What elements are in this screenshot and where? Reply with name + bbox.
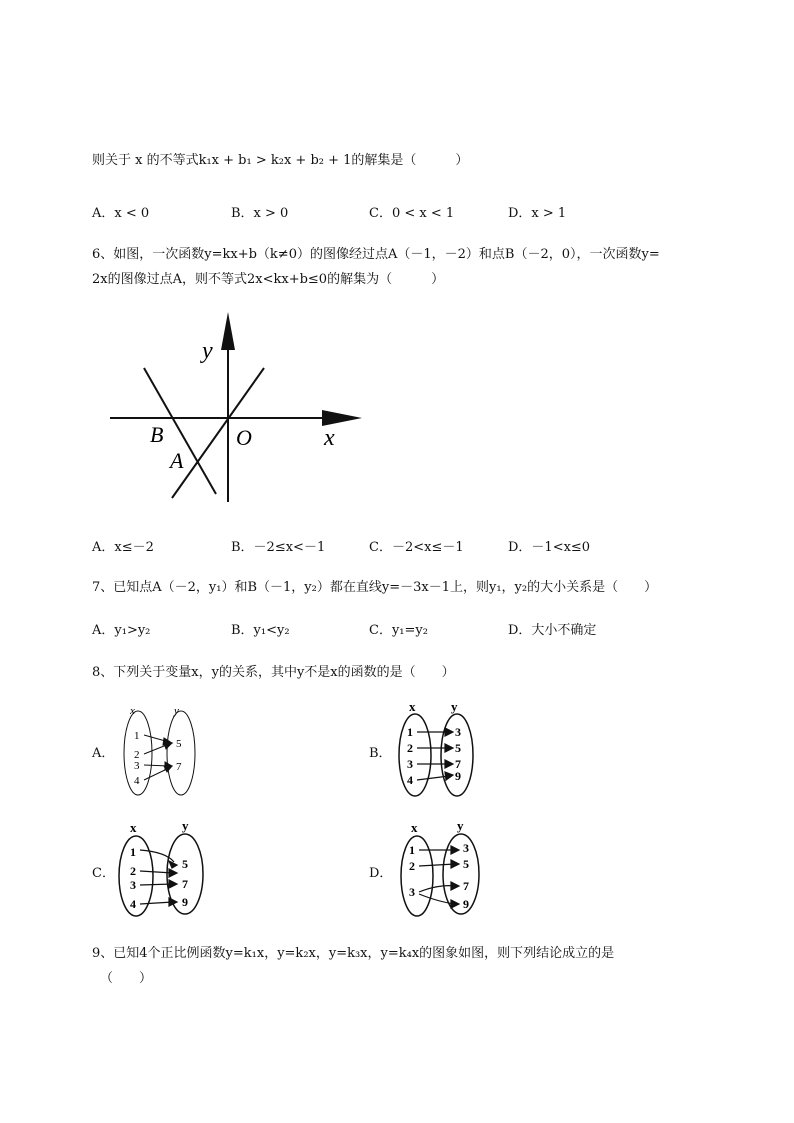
map-a-x-title: x <box>130 705 135 717</box>
q8-option-c-mapping <box>114 818 214 918</box>
q9-stem-line1: 9、已知4个正比例函数y=k₁x，y=k₂x，y=k₃x，y=k₄x的图象如图，则下列结论成立的是 <box>92 946 615 961</box>
svg-text:3: 3 <box>134 760 140 772</box>
svg-text:5: 5 <box>176 738 182 750</box>
q6-option-b: B．－2≤x<－1 <box>231 540 326 555</box>
graph-label-b: B <box>150 422 164 447</box>
q6-option-a: A．x≤－2 <box>92 540 154 555</box>
q5-option-c: C．0 < x < 1 <box>369 206 455 221</box>
svg-text:2: 2 <box>134 749 140 761</box>
q8-option-b-mapping <box>393 700 483 800</box>
svg-text:3: 3 <box>455 725 461 739</box>
x-axis-arrow-icon <box>322 410 362 426</box>
q5-option-d: D．x > 1 <box>508 206 567 221</box>
svg-text:3: 3 <box>407 757 413 771</box>
svg-text:2: 2 <box>409 859 415 873</box>
graph-label-o: O <box>236 425 252 450</box>
q8-stem: 8、下列关于变量x，y的关系，其中y不是x的函数的是（ ） <box>92 665 455 680</box>
q5-option-b: B．x > 0 <box>231 206 289 221</box>
q6-stem-line2: 2x的图像过点A，则不等式2x<kx+b≤0的解集为（ ） <box>92 272 445 287</box>
map-d-x-title: x <box>411 820 418 835</box>
q8-option-c-label: C． <box>92 866 115 881</box>
graph-label-a: A <box>170 448 184 473</box>
graph-label-x: x <box>324 425 335 451</box>
svg-text:5: 5 <box>182 857 188 871</box>
q7-stem: 7、已知点A（－2，y₁）和B（－1，y₂）都在直线y=－3x－1上，则y₁，y₂的大小关系是（ ） <box>92 580 658 595</box>
q6-option-c: C．－2<x≤－1 <box>369 540 464 555</box>
svg-text:9: 9 <box>463 897 469 911</box>
q8-option-a-mapping <box>114 702 204 802</box>
q9-stem-line2: （ ） <box>100 971 153 986</box>
svg-text:3: 3 <box>130 878 136 892</box>
svg-text:3: 3 <box>463 841 469 855</box>
svg-text:7: 7 <box>463 879 469 893</box>
q6-stem-line1: 6、如图，一次函数y=kx+b（k≠0）的图像经过点A（－1，－2）和点B（－2，0），一次函数y= <box>92 247 660 262</box>
svg-text:5: 5 <box>463 857 469 871</box>
svg-text:2: 2 <box>130 864 136 878</box>
svg-text:1: 1 <box>407 725 413 739</box>
q8-option-d-label: D． <box>369 866 393 881</box>
svg-text:9: 9 <box>455 769 461 783</box>
q7-option-c: C．y₁=y₂ <box>369 623 428 638</box>
graph-label-y: y <box>202 338 213 364</box>
q5-stem: 则关于 x 的不等式k₁x + b₁ > k₂x + b₂ + 1的解集是（ ） <box>92 153 469 168</box>
map-a-y-title: y <box>174 705 179 717</box>
map-b-y-title: y <box>451 699 458 714</box>
q5-option-a: A．x < 0 <box>92 206 150 221</box>
q7-option-a: A．y₁>y₂ <box>92 623 151 638</box>
svg-text:9: 9 <box>182 895 188 909</box>
svg-text:3: 3 <box>409 885 415 899</box>
q8-option-a-label: A． <box>92 746 115 761</box>
map-c-x-title: x <box>130 820 137 835</box>
q8-option-b-label: B． <box>369 746 392 761</box>
svg-text:2: 2 <box>407 741 413 755</box>
y-axis-arrow-icon <box>221 312 235 350</box>
svg-text:1: 1 <box>134 730 140 742</box>
svg-text:5: 5 <box>455 741 461 755</box>
q8-option-d-mapping <box>393 818 493 918</box>
map-b-x-title: x <box>409 699 416 714</box>
map-c-y-title: y <box>182 818 189 833</box>
svg-text:4: 4 <box>130 897 136 911</box>
svg-text:4: 4 <box>134 775 140 787</box>
svg-text:7: 7 <box>455 757 461 771</box>
q7-option-d: D．大小不确定 <box>508 623 597 638</box>
svg-text:1: 1 <box>130 845 136 859</box>
q6-graph <box>100 310 370 510</box>
q6-option-d: D．－1<x≤0 <box>508 540 591 555</box>
svg-text:1: 1 <box>409 843 415 857</box>
svg-text:7: 7 <box>176 761 182 773</box>
svg-text:4: 4 <box>407 773 413 787</box>
svg-text:7: 7 <box>182 877 188 891</box>
q7-option-b: B．y₁<y₂ <box>231 623 290 638</box>
map-d-y-title: y <box>457 818 464 833</box>
